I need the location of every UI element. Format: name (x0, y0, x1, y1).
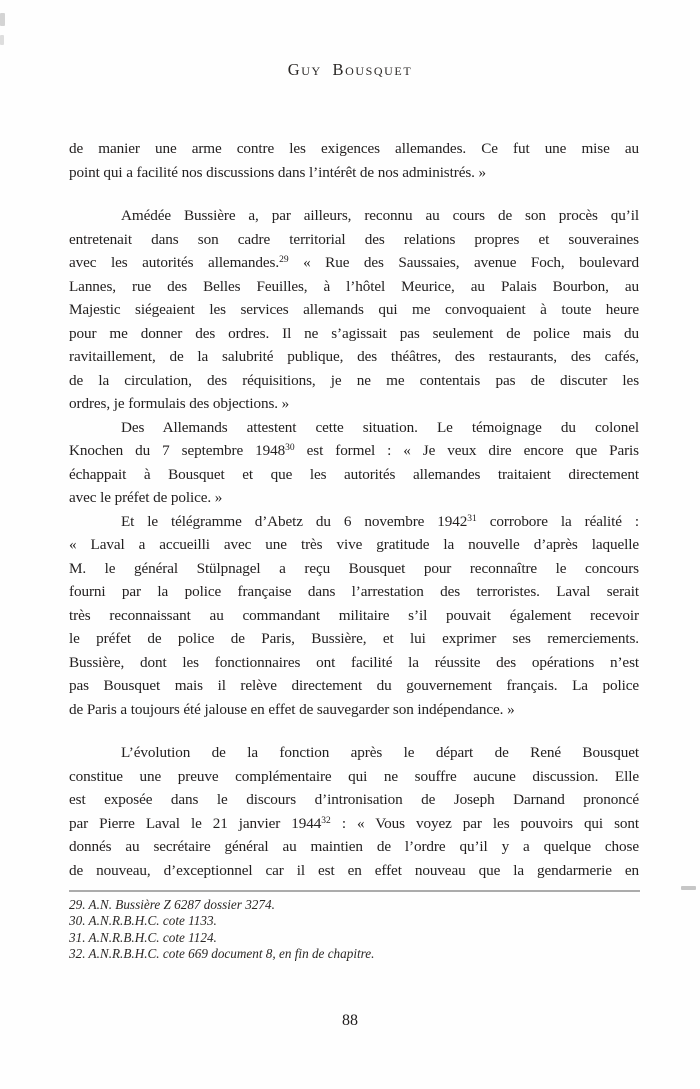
text-line: Majestic siégeaient les services allemands qui me convoquaient à toute heure (69, 301, 639, 318)
text-line: Et le télégramme d’Abetz du 6 novembre 1942$^{31}$ corrobore la réalité : (121, 512, 639, 530)
text-line: ravitaillement, de la salubrité publique, des théâtres, des restaurants, des cafés, (69, 348, 639, 365)
footnote-ref: 31 (467, 513, 477, 524)
text-line: avec le préfet de police. » (69, 489, 223, 506)
paragraph (69, 416, 639, 510)
scan-artifact-right (681, 886, 696, 890)
text-line: Des Allemands attestent cette situation. Le témoignage du colonel (121, 418, 639, 436)
text-line: est exposée dans le discours d’intronisation de Joseph Darnand prononcé (69, 791, 639, 808)
text-line: Lannes, rue des Belles Feuilles, à l’hôtel Meurice, au Palais Bourbon, au (69, 277, 639, 295)
text-line: pour me donner des ordres. Il ne s’agissait pas seulement de police mais du (69, 324, 639, 342)
text-line: fourni par la police française dans l’arrestation des terroristes. Laval serait (69, 583, 639, 600)
scan-artifact-left (0, 35, 4, 45)
footnote-item: 31. A.N.R.B.H.C. cote 1124. (69, 929, 217, 945)
text-line: de nouveau, d’exceptionnel car il est en effet nouveau que la gendarmerie en (69, 861, 639, 879)
footnotes (69, 897, 640, 962)
paragraph (69, 741, 639, 882)
text-line: de manier une arme contre les exigences allemandes. Ce fut une mise au (69, 140, 639, 157)
text-line: Amédée Bussière a, par ailleurs, reconnu au cours de son procès qu’il (121, 207, 639, 224)
running-header: Guy Bousquet (287, 60, 413, 79)
text-line: entretenait dans son cadre territorial des relations propres et souveraines (69, 230, 639, 248)
text-line: avec les autorités allemandes.$^{29}$ « Rue des Saussaies, avenue Foch, boulevard (69, 254, 639, 271)
text-line: M. le général Stülpnagel a reçu Bousquet pour reconnaître le concours (69, 559, 639, 577)
footnote-item: 30. A.N.R.B.H.C. cote 1133. (69, 913, 217, 929)
text-line: de la circulation, des réquisitions, je ne me contentais pas de discuter les (69, 371, 639, 389)
text-line: Bussière, dont les fonctionnaires ont facilité la réussite des opérations n’est (69, 653, 639, 671)
page-number: 88 (342, 1012, 358, 1029)
footnote-ref: 29 (279, 255, 289, 265)
text-line: « Laval a accueilli avec une très vive gratitude la nouvelle d’après laquelle (69, 536, 639, 553)
text-line: ordres, je formulais des objections. » (69, 395, 290, 412)
footnote-item: 29. A.N. Bussière Z 6287 dossier 3274. (69, 897, 275, 912)
paragraph (69, 204, 639, 416)
paragraph (69, 137, 639, 184)
text-line: très reconnaissant au commandant militaire s’il pouvait également recevoir (69, 606, 639, 624)
text-line: échappait à Bousquet et que les autorités allemandes traitaient directement (69, 465, 639, 483)
footnote-separator (69, 890, 640, 892)
footnote-item: 32. A.N.R.B.H.C. cote 669 document 8, en fin de chapitre. (69, 945, 375, 961)
paragraph (69, 510, 639, 722)
text-line: le préfet de police de Paris, Bussière, et lui exprimer ses remerciements. (69, 630, 639, 647)
text-line: par Pierre Laval le 21 janvier 1944$^{32}$ : « Vous voyez par les pouvoirs qui sont (69, 814, 640, 832)
text-line: pas Bousquet mais il relève directement du gouvernement français. La police (69, 677, 639, 694)
text-line: Knochen du 7 septembre 1948$^{30}$ est formel : « Je veux dire encore que Paris (69, 442, 639, 459)
text-line: de Paris a toujours été jalouse en effet de sauvegarder son indépendance. » (69, 700, 515, 718)
body-text (69, 137, 639, 882)
text-line: point qui a facilité nos discussions dans l’intérêt de nos administrés. » (69, 163, 487, 181)
text-line: donnés au secrétaire général au maintien de l’ordre qu’il y a quelque chose (69, 838, 639, 855)
text-line: constitue une preuve complémentaire qui ne souffre aucune discussion. Elle (69, 767, 639, 785)
footnote-ref: 32 (321, 815, 331, 826)
scan-artifact-top-left (0, 13, 5, 26)
text-line: L’évolution de la fonction après le départ de René Bousquet (121, 744, 639, 761)
footnote-ref: 30 (285, 443, 295, 453)
